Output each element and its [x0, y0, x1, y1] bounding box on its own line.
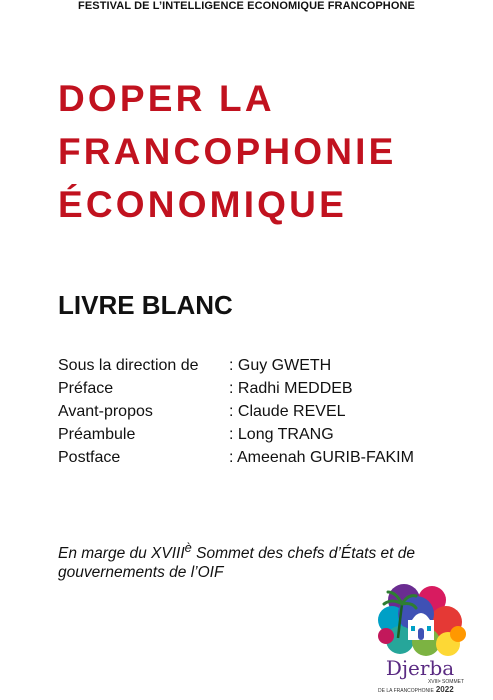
djerba-logo-tagline [378, 686, 454, 695]
main-title [58, 72, 397, 231]
summit-note-ordinal: è [184, 540, 192, 555]
festival-header: FESTIVAL DE L’INTELLIGENCE ECONOMIQUE FRANCOPHONE [78, 0, 415, 12]
credit-name: : Claude REVEL [229, 403, 346, 420]
main-title-line: DOPER LA [58, 78, 275, 119]
djerba-summit-logo [372, 580, 468, 700]
djerba-logo-graphic [372, 580, 468, 660]
credit-role: Postface [58, 449, 121, 466]
credit-name: : Radhi MEDDEB [229, 380, 353, 397]
credit-role: Préambule [58, 426, 136, 443]
summit-note-text: Sommet des chefs d’États et de gouvernements de l’OIF [58, 545, 415, 582]
credit-row [58, 446, 414, 469]
credit-role: Avant-propos [58, 403, 153, 420]
credit-name: : Long TRANG [229, 426, 334, 443]
credits-list [58, 354, 414, 469]
credit-role: Sous la direction de [58, 357, 199, 374]
djerba-logo-year: 2022 [435, 685, 454, 694]
djerba-logo-tagline: XVIIIᵉ SOMMET [427, 679, 464, 685]
summit-note-text: En marge du XVIII [58, 545, 185, 563]
subtitle: LIVRE BLANC [58, 290, 233, 320]
main-title-line: FRANCOPHONIE [58, 131, 397, 172]
credit-row [58, 354, 414, 377]
credit-row [58, 400, 414, 423]
summit-note [58, 538, 478, 582]
credit-name: : Guy GWETH [229, 357, 332, 374]
djerba-logo-word: Djerba [385, 656, 455, 680]
credit-row [58, 423, 414, 446]
credit-name: : Ameenah GURIB-FAKIM [229, 449, 414, 466]
main-title-line: ÉCONOMIQUE [58, 184, 347, 225]
djerba-logo-tagline-text: DE LA FRANCOPHONIE [378, 688, 434, 694]
credit-role: Préface [58, 380, 114, 397]
credit-row [58, 377, 414, 400]
